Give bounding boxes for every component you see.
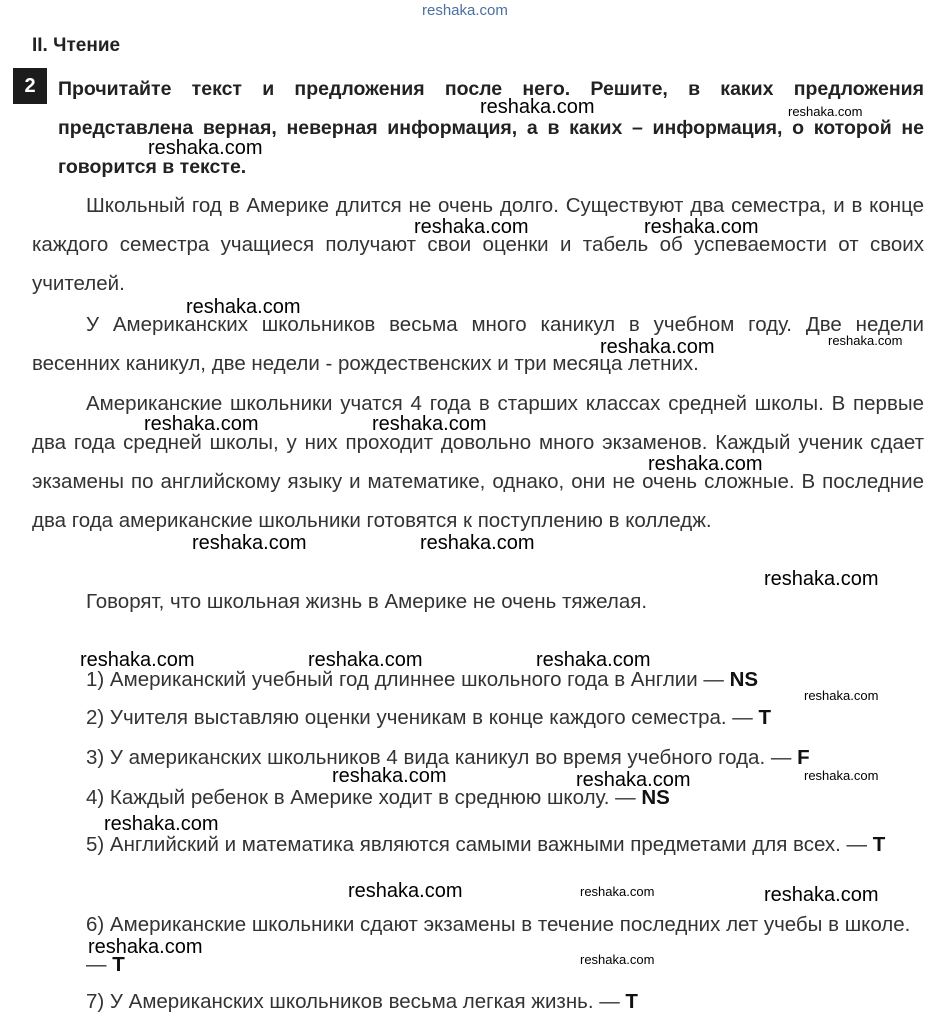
watermark: reshaka.com [80, 649, 195, 671]
statement-4 [86, 778, 926, 818]
watermark: reshaka.com [332, 765, 447, 787]
statement-6-text: 6) Американские школьники сдают экзамены в течение последних лет учебы в школе. — [86, 913, 911, 976]
watermark: reshaka.com [804, 688, 879, 703]
watermark: reshaka.com [600, 336, 715, 358]
watermark: reshaka.com [644, 216, 759, 238]
statement-5-answer: T [872, 833, 886, 856]
watermark: reshaka.com [580, 884, 655, 899]
watermark: reshaka.com [828, 333, 903, 348]
statement-2 [86, 698, 926, 738]
statement-1 [86, 660, 926, 700]
statement-1-text: 1) Американский учебный год длиннее школьного года в Англии — [86, 668, 724, 691]
watermark: reshaka.com [536, 649, 651, 671]
statement-6 [86, 905, 926, 985]
statement-2-answer: T [758, 706, 772, 729]
statement-3-text: 3) У американских школьников 4 вида каникул во время учебного года. — [86, 746, 792, 769]
watermark: reshaka.com [104, 813, 219, 835]
statement-5-text: 5) Английский и математика являются самыми важными предметами для всех. — [86, 833, 868, 856]
watermark: reshaka.com [480, 96, 595, 118]
task-number: 2 [13, 68, 47, 104]
statement-7 [86, 982, 926, 1022]
watermark: reshaka.com [372, 413, 487, 435]
watermark: reshaka.com [348, 880, 463, 902]
watermark: reshaka.com [764, 568, 879, 590]
watermark: reshaka.com [144, 413, 259, 435]
statement-7-answer: T [625, 990, 638, 1013]
statement-4-text: 4) Каждый ребенок в Америке ходит в среднюю школу. — [86, 786, 636, 809]
statement-7-text: 7) У Американских школьников весьма легкая жизнь. — [86, 990, 620, 1013]
paragraph-2 [32, 305, 924, 383]
watermark: reshaka.com [804, 768, 879, 783]
watermark: reshaka.com [576, 769, 691, 791]
watermark: reshaka.com [788, 104, 863, 119]
section-title: II. Чтение [32, 35, 121, 56]
paragraph-2-text: У Американских школьников весьма много каникул в учебном году. Две недели весенних каникул, две недели - рождественских и три месяца летних. [32, 313, 924, 375]
watermark: reshaka.com [414, 216, 529, 238]
watermark: reshaka.com [420, 532, 535, 554]
paragraph-1-text: Школьный год в Америке длится не очень долго. Существуют два семестра, и в конце каждого семестра учащиеся получают свои оценки и табель об успеваемости от своих учителей. [32, 194, 924, 295]
statement-4-answer: NS [641, 786, 670, 809]
watermark: reshaka.com [192, 532, 307, 554]
watermark: reshaka.com [148, 137, 263, 159]
paragraph-1 [32, 186, 924, 303]
watermark: reshaka.com [308, 649, 423, 671]
site-header: reshaka.com [422, 2, 508, 19]
watermark: reshaka.com [580, 952, 655, 967]
watermark: reshaka.com [648, 453, 763, 475]
paragraph-4-text: Говорят, что школьная жизнь в Америке не очень тяжелая. [86, 590, 648, 613]
watermark: reshaka.com [88, 936, 203, 958]
watermark: reshaka.com [186, 296, 301, 318]
paragraph-3-text: Американские школьники учатся 4 года в старших классах средней школы. В первые два года средней школы, у них проходит довольно много экзаменов. Каждый ученик сдает экзамены по английскому языку и математике, однако, они не очень сложные. В последние два года американские школьники готовятся к поступлению в колледж. [32, 392, 924, 532]
statement-2-text: 2) Учителя выставляю оценки ученикам в конце каждого семестра. — [86, 706, 753, 729]
statement-3-answer: F [797, 746, 810, 769]
task-instruction: Прочитайте текст и предложения после него. Решите, в каких предложения представлена верная, неверная информация, а в каких – информация, о которой не говорится в тексте. [58, 78, 924, 178]
paragraph-3 [32, 384, 924, 540]
statement-1-answer: NS [729, 668, 759, 691]
watermark: reshaka.com [764, 884, 879, 906]
statement-6-answer: T [112, 953, 125, 976]
statement-3 [86, 738, 926, 778]
